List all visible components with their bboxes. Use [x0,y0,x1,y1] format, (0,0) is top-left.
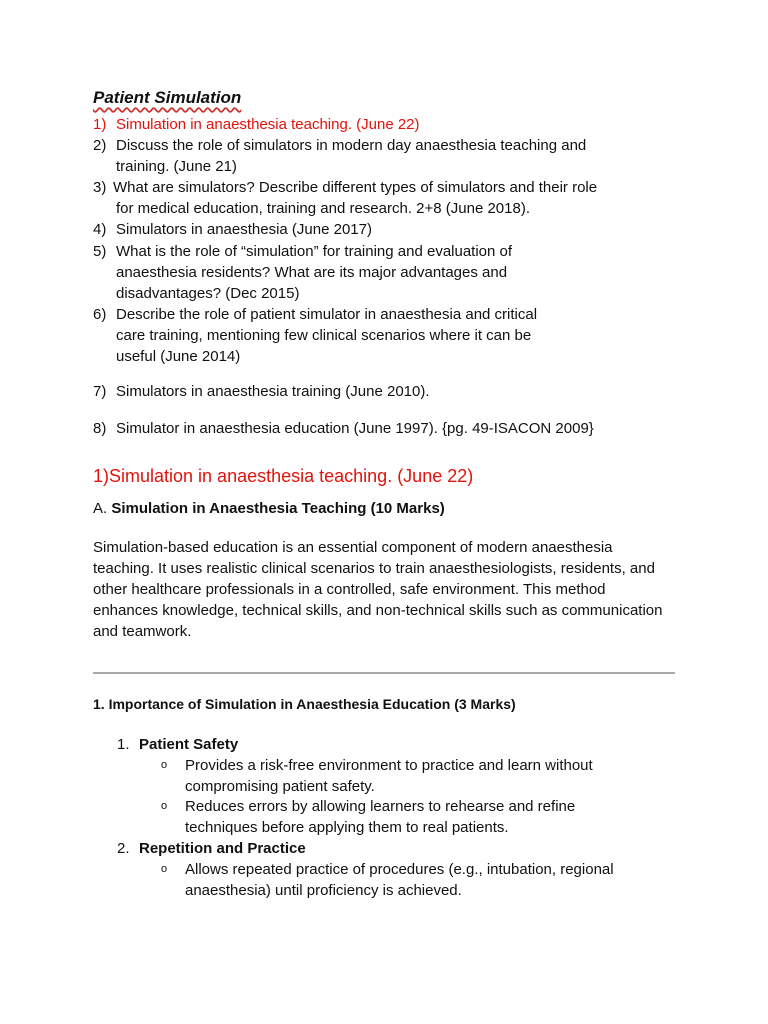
question-1 [93,114,420,135]
intro-paragraph: Simulation-based education is an essential component of modern anaesthesia teaching. It uses realistic clinical scenarios to train anaesthesiologists, residents, and other healthcare professionals in a controlled, safe environment. This method enhances knowledge, technical skills, and non-technical skills such as communication and teamwork. [93,539,663,640]
question-text: Simulation in anaesthesia teaching. (June 22) [116,116,420,133]
bullet-icon: o [161,800,168,812]
subheading-text: Simulation in Anaesthesia Teaching (10 Marks) [111,500,445,517]
question-text-cont: anaesthesia residents? What are its major advantages and [116,264,508,281]
bullet-icon: o [161,759,168,771]
question-text: What is the role of “simulation” for training and evaluation of [116,243,513,260]
question-6 [93,304,537,367]
question-text-cont: useful (June 2014) [116,348,241,365]
bullet-icon: o [161,863,168,875]
bullet-text: Allows repeated practice of procedures (e.g., intubation, regional [185,861,614,878]
question-number: 1) [93,116,107,133]
question-number: 3) [93,179,107,196]
question-8 [93,418,594,439]
question-text: Simulators in anaesthesia training (June 2010). [116,383,430,400]
question-number: 7) [93,383,107,400]
question-7 [93,381,430,402]
bullet-text: Reduces errors by allowing learners to rehearse and refine [185,798,576,815]
question-number: 6) [93,306,107,323]
bullet-text-cont: anaesthesia) until proficiency is achieved. [185,882,462,899]
question-text-cont: training. (June 21) [116,158,237,175]
horizontal-divider [93,672,675,674]
item-label: Repetition and Practice [139,840,306,857]
bullet-text: Provides a risk-free environment to practice and learn without [185,757,593,774]
section-heading: 1)Simulation in anaesthesia teaching. (June 22) [93,466,474,486]
question-number: 4) [93,221,107,238]
bullet-text-cont: compromising patient safety. [185,778,375,795]
bullet-text-cont: techniques before applying them to real patients. [185,819,509,836]
item-label: Patient Safety [139,736,239,753]
item-number: 2. [117,840,130,857]
bullet-item [161,796,575,838]
question-text: Simulators in anaesthesia (June 2017) [116,221,372,238]
subheading [93,500,445,517]
bullet-item [161,859,614,901]
page-title: Patient Simulation [93,88,242,107]
question-2 [93,135,586,177]
question-number: 2) [93,137,107,154]
question-text-cont: for medical education, training and research. 2+8 (June 2018). [116,200,531,217]
question-text-cont: care training, mentioning few clinical scenarios where it can be [116,327,532,344]
question-text: What are simulators? Describe different types of simulators and their role [113,179,598,196]
question-text: Simulator in anaesthesia education (June 1997). {pg. 49-ISACON 2009} [116,420,594,437]
question-4 [93,219,372,240]
question-text: Describe the role of patient simulator in anaesthesia and critical [116,306,538,323]
question-5 [93,241,512,304]
item-number: 1. [117,736,130,753]
importance-heading: 1. Importance of Simulation in Anaesthesia Education (3 Marks) [93,696,516,712]
importance-item-1 [117,734,238,755]
bullet-item [161,755,593,797]
question-3 [93,177,597,219]
question-text: Discuss the role of simulators in modern day anaesthesia teaching and [116,137,587,154]
question-number: 5) [93,243,107,260]
question-number: 8) [93,420,107,437]
question-text-cont: disadvantages? (Dec 2015) [116,285,300,302]
subheading-prefix: A. [93,500,108,517]
importance-item-2 [117,838,306,859]
